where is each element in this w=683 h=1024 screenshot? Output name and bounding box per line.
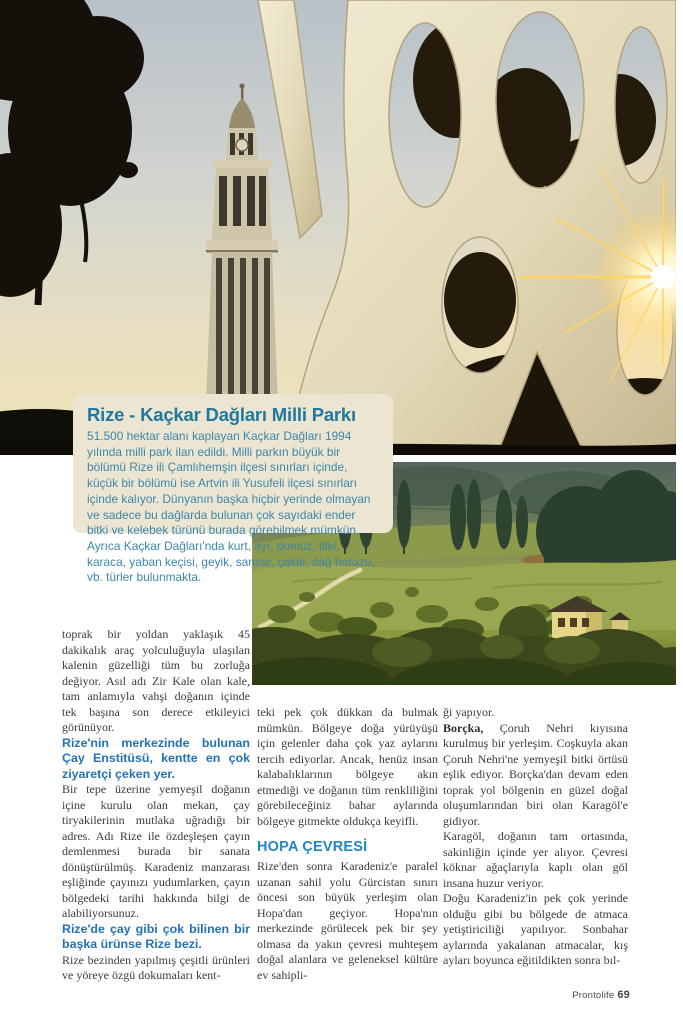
info-box-body: 51.500 hektar alanı kaplayan Kaçkar Dağları 1994 yılında milli park ilan edildi. Milli parkın büyük bir bölümü Rize ili Çamlıhemşin ilçesi sınırları içinde, küçük bir bölümü ise Artvin ili Yusufeli ilçesi sınırları içinde kalıyor. Dünyanın başka hiçbir yerinde olmayan ve sadece bu dağlarda bulunan çok sayıdaki ender bitki ve kelebek türünü burada görebilmek mümkün. Ayrıca Kaçkar Dağları'nda kurt, ayı, domuz, tilki, karaca, yaban keçisi, geyik, sansar, çakal, dağ horozu, vb. türler bulunmakta. [87,429,375,585]
section-heading-hopa-cevresi: HOPA ÇEVRESİ [257,839,368,855]
bold-lead-borcka: Borçka, [443,720,484,735]
subhead-cay-enstitusu: Rize'nin merkezinde bulunan Çay Enstitüsü, kentte en çok ziyaretçi çeken yer. [62,735,250,781]
article-column-1 [62,627,250,984]
paragraph: Karagöl, doğanın tam ortasında, sakinliğin içinde yer alıyor. Çevresi köknar ağaçlarıyla kaplı olan göl insana huzur veriyor. [443,829,628,890]
paragraph: Bir tepe üzerine yemyeşil doğanın içine kurulu olan mekan, çay tiryakilerinin mutlaka uğradığı bir adres. Adı Rize ile özdeşleşen çayın demlenmesi burada bir sanata dönüştürülmüş. Karadeniz manzarası eşliğinde çayınızı yudumlarken, çayın bölgedeki tarihi hakkında bilgi de alabiliyorsunuz. [62,782,250,920]
magazine-name: Prontolife [572,990,615,1001]
info-box [73,394,393,585]
paragraph: toprak bir yoldan yaklaşık 45 dakikalık araç yolculuğuyla ulaşılan kalenin güzelliği tüm bu zorluğa değiyor. Asıl adı Zir Kale olan kale, tam anlamıyla vahşi doğanın içinde tek başına son derece etkileyici görünüyor. [62,627,250,734]
info-box-title: Rize - Kaçkar Dağları Milli Parkı [87,404,356,425]
main-photo-tower-and-sculpture [0,0,676,455]
paragraph: Rize'den sonra Karadeniz'e paralel uzanan sahil yolu Gürcistan sınırı öncesi son büyük yerleşim olan Hopa'dan geçiyor. Hopa'nın merkezinde görülecek pek bir şey olmasa da yakın çevresi muhteşem doğal alanlara ve geleneksel kültüre ev sahipli- [257,859,438,982]
subhead-rize-bezi: Rize'de çay gibi çok bilinen bir başka ürünse Rize bezi. [62,921,250,951]
main-photo-illustration [0,0,676,455]
paragraph: Rize bezinden yapılmış çeşitli ürünleri ve yöreye özgü dokumaları kent- [62,952,250,982]
paragraph-borcka [443,721,628,830]
paragraph: Doğu Karadeniz'in pek çok yerinde olduğu gibi bu bölgede de atmaca yetiştiriciliği yapılıyor. Sonbahar aylarında yakalanan atmacalar, kış ayları boyunca eğitildikten sonra bıl- [443,891,628,967]
paragraph: teki pek çok dükkan da bulmak mümkün. Bölgeye doğa yürüyüşü için gelenler daha çok yaz aylarını tercih ediyorlar. Ancak, henüz insan kalabalıklarının bölgeye akın etmediği ve doğanın tüm renkliliğini görebileceğiniz bahar aylarında bölgeye gitmekte oldukça keyifli. [257,705,438,828]
page-footer [440,989,630,1001]
page-number: 69 [617,989,630,1001]
paragraph-text: Çoruh Nehri kıyısına kurulmuş bir yerleşim. Coşkuyla akan Çoruh Nehri'ne yemyeşil bitki örtüsü eşlik ediyor. Borçka'dan devam eden toprak yol bölgenin en güzel doğal oluşumlarından biri olan Karagöl'e gidiyor. [443,720,628,828]
paragraph: ği yapıyor. [443,705,495,719]
article-column-2 [257,705,438,983]
article-column-3 [443,705,628,969]
